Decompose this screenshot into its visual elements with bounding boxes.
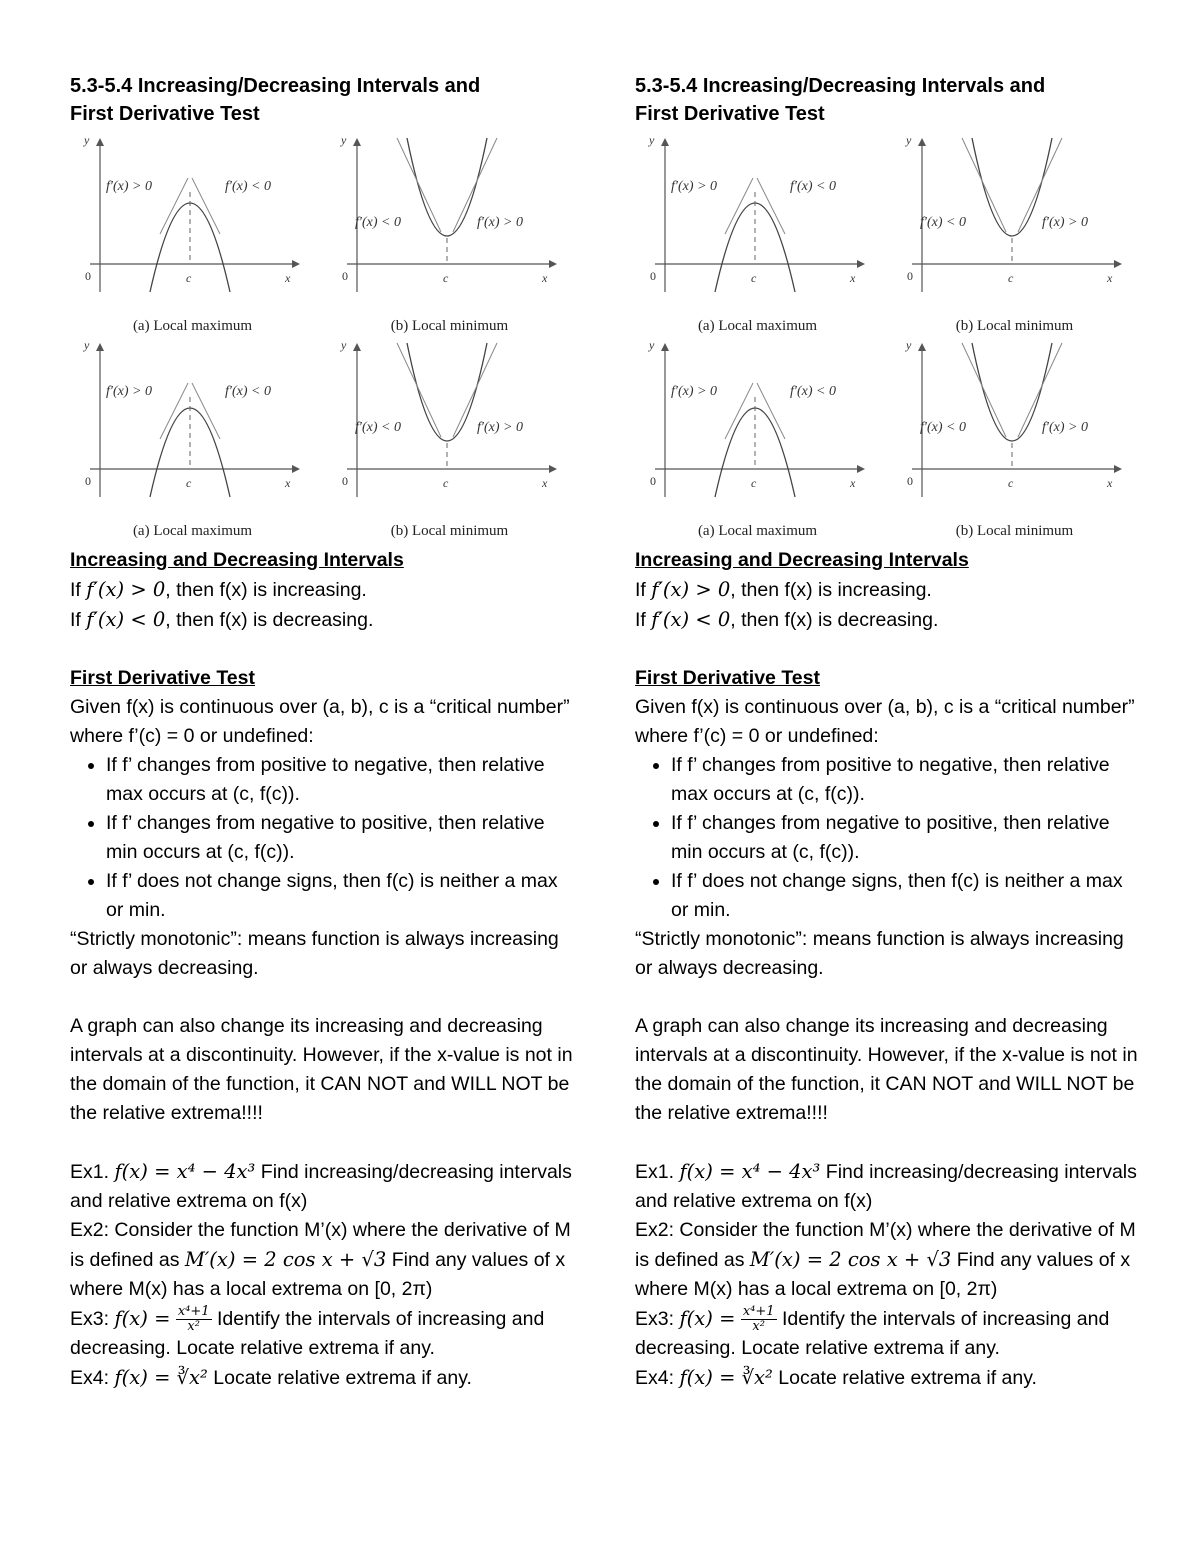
y-axis-arrow: [918, 343, 926, 351]
y-axis-label: y: [341, 339, 347, 352]
list-item: • If f’ does not change signs, then f(c) is neither a max or min.: [671, 867, 1140, 925]
list-item: • If f’ changes from negative to positive, then relative min occurs at (c, f(c)).: [671, 809, 1140, 867]
c-label: c: [1008, 476, 1014, 490]
derivative-positive-label: f′(x) > 0: [671, 384, 717, 399]
x-axis-label: x: [1107, 271, 1113, 285]
monotonic-definition: “Strictly monotonic”: means function is always increasing or always decreasing.: [635, 928, 1124, 979]
origin-label: 0: [650, 269, 656, 283]
y-axis-arrow: [96, 138, 104, 146]
y-axis-label: y: [906, 339, 912, 352]
example-1-math: f(x) = x⁴ − 4x³: [114, 1160, 256, 1183]
local-min-graph: [892, 339, 1137, 521]
example-3-fraction: $\frac{\text{x⁴+1}}{\text{x²}}$: [177, 1304, 210, 1335]
page-title-line-2: First Derivative Test: [70, 103, 260, 125]
inc-rule: If f′(x) > 0, then f(x) is increasing.: [70, 578, 367, 601]
tangent-left: [725, 178, 753, 234]
origin-label: 0: [85, 269, 91, 283]
tangent-left: [962, 343, 1006, 437]
fdt-bullet-list: [635, 751, 1140, 925]
page-title-line-1: 5.3-5.4 Increasing/Decreasing Intervals and: [70, 75, 481, 97]
y-axis-label: y: [84, 134, 90, 147]
derivative-negative-label: f′(x) < 0: [790, 179, 836, 194]
figure-local-minimum: [892, 134, 1137, 339]
figure-local-maximum: [70, 134, 315, 339]
y-axis-label: y: [341, 134, 347, 147]
inc-rule-math: f′(x) > 0: [86, 578, 166, 601]
derivative-positive-label: f′(x) > 0: [477, 215, 523, 230]
example-4-math: f(x) = ∛x²: [114, 1366, 208, 1390]
example-3-math: f(x) =: [114, 1307, 171, 1330]
figure-local-minimum: [892, 339, 1137, 544]
x-axis-arrow: [857, 260, 865, 268]
x-axis-arrow: [292, 465, 300, 473]
derivative-negative-label: f′(x) < 0: [225, 179, 271, 194]
section-heading-fdt: First Derivative Test: [70, 667, 255, 689]
c-label: c: [443, 271, 449, 285]
derivative-positive-label: f′(x) > 0: [477, 420, 523, 435]
y-axis-label: y: [649, 134, 655, 147]
figure-local-maximum: [635, 134, 880, 339]
example-2: Ex2: Consider the function M’(x) where the derivative of M is defined as M′(x) = 2 cos x + √3 Find any values of x where M(x) has a local extrema on [0, 2π): [70, 1219, 571, 1300]
derivative-positive-label: f′(x) > 0: [106, 179, 152, 194]
discontinuity-note: A graph can also change its increasing and decreasing intervals at a discontinuity. However, if the x-value is not in the domain of the function, it CAN NOT and WILL NOT be the relative extrema!!!!: [70, 1015, 573, 1124]
y-axis-label: y: [84, 339, 90, 352]
fdt-bullet-list: [70, 751, 575, 925]
tangent-left: [962, 138, 1006, 232]
figure-caption: (a) Local maximum: [697, 523, 818, 539]
fdt-intro: Given f(x) is continuous over (a, b), c is a “critical number” where f’(c) = 0 or undefined:: [70, 696, 570, 747]
derivative-negative-label: f′(x) < 0: [920, 420, 966, 435]
dec-rule-math: f′(x) < 0: [86, 608, 166, 631]
c-label: c: [751, 476, 757, 490]
derivative-negative-label: f′(x) < 0: [355, 420, 401, 435]
derivative-positive-label: f′(x) > 0: [1042, 215, 1088, 230]
y-axis-label: y: [906, 134, 912, 147]
x-axis-arrow: [1114, 465, 1122, 473]
example-4: Ex4: f(x) = ∛x² Locate relative extrema if any.: [70, 1366, 472, 1390]
derivative-positive-label: f′(x) > 0: [1042, 420, 1088, 435]
example-1: Ex1. f(x) = x⁴ − 4x³ Find increasing/decreasing intervals and relative extrema on f(x): [70, 1160, 572, 1212]
handout-column-left: [70, 72, 575, 1393]
y-axis-label: y: [649, 339, 655, 352]
x-axis-arrow: [549, 465, 557, 473]
x-axis-arrow: [292, 260, 300, 268]
example-2: Ex2: Consider the function M’(x) where the derivative of M is defined as M′(x) = 2 cos x + √3 Find any values of x where M(x) has a local extrema on [0, 2π): [635, 1219, 1136, 1300]
tangent-right: [757, 383, 785, 439]
x-axis-label: x: [542, 271, 548, 285]
x-axis-label: x: [850, 271, 856, 285]
tangent-left: [160, 178, 188, 234]
section-heading-fdt: First Derivative Test: [635, 667, 820, 689]
page-title-line-2: First Derivative Test: [635, 103, 825, 125]
list-item: • If f’ changes from positive to negative, then relative max occurs at (c, f(c)).: [671, 751, 1140, 809]
local-min-graph: [327, 134, 572, 316]
origin-label: 0: [907, 474, 913, 488]
dec-rule: If f′(x) < 0, then f(x) is decreasing.: [635, 608, 939, 631]
monotonic-definition: “Strictly monotonic”: means function is always increasing or always decreasing.: [70, 928, 559, 979]
local-max-graph: [70, 339, 315, 521]
c-label: c: [1008, 271, 1014, 285]
x-axis-label: x: [285, 271, 291, 285]
figure-caption: (b) Local minimum: [390, 523, 509, 539]
local-min-graph: [892, 134, 1137, 316]
example-4-math: f(x) = ∛x²: [679, 1366, 773, 1390]
x-axis-label: x: [1107, 476, 1113, 490]
figure-local-maximum: [635, 339, 880, 544]
page-title-line-1: 5.3-5.4 Increasing/Decreasing Intervals and: [635, 75, 1046, 97]
curve: [407, 343, 487, 441]
tangent-left: [725, 383, 753, 439]
local-min-graph: [327, 339, 572, 521]
derivative-positive-label: f′(x) > 0: [106, 384, 152, 399]
handout-column-right: [635, 72, 1140, 1393]
y-axis-arrow: [661, 138, 669, 146]
tangent-left: [397, 138, 441, 232]
discontinuity-note: A graph can also change its increasing and decreasing intervals at a discontinuity. However, if the x-value is not in the domain of the function, it CAN NOT and WILL NOT be the relative extrema!!!!: [635, 1015, 1138, 1124]
inc-rule: If f′(x) > 0, then f(x) is increasing.: [635, 578, 932, 601]
tangent-left: [160, 383, 188, 439]
figure-caption: (a) Local maximum: [697, 318, 818, 334]
curve: [407, 138, 487, 236]
example-3: Ex3: f(x) = $\frac{\text{x⁴+1}}{\text{x²}}$ Identify the intervals of increasing and decreasing. Locate relative extrema if any.: [635, 1304, 1110, 1360]
example-3: Ex3: f(x) = $\frac{\text{x⁴+1}}{\text{x²}}$ Identify the intervals of increasing and decreasing. Locate relative extrema if any.: [70, 1304, 545, 1360]
dec-rule: If f′(x) < 0, then f(x) is decreasing.: [70, 608, 374, 631]
example-2-math: M′(x) = 2 cos x + √3: [749, 1248, 952, 1271]
x-axis-arrow: [857, 465, 865, 473]
origin-label: 0: [342, 474, 348, 488]
figure-caption: (a) Local maximum: [132, 318, 253, 334]
x-axis-label: x: [850, 476, 856, 490]
y-axis-arrow: [661, 343, 669, 351]
notes-body: [70, 546, 575, 1393]
tangent-right: [192, 178, 220, 234]
tangent-right: [192, 383, 220, 439]
inc-rule-math: f′(x) > 0: [651, 578, 731, 601]
y-axis-arrow: [918, 138, 926, 146]
x-axis-label: x: [542, 476, 548, 490]
local-max-graph: [70, 134, 315, 316]
c-label: c: [186, 271, 192, 285]
c-label: c: [443, 476, 449, 490]
x-axis-arrow: [1114, 260, 1122, 268]
figure-grid: [635, 134, 1140, 544]
list-item: • If f’ does not change signs, then f(c) is neither a max or min.: [106, 867, 575, 925]
figure-caption: (b) Local minimum: [955, 318, 1074, 334]
curve: [972, 343, 1052, 441]
fdt-intro: Given f(x) is continuous over (a, b), c is a “critical number” where f’(c) = 0 or undefined:: [635, 696, 1135, 747]
example-4: Ex4: f(x) = ∛x² Locate relative extrema if any.: [635, 1366, 1037, 1390]
figure-local-maximum: [70, 339, 315, 544]
figure-caption: (b) Local minimum: [390, 318, 509, 334]
list-item: • If f’ changes from negative to positive, then relative min occurs at (c, f(c)).: [106, 809, 575, 867]
local-max-graph: [635, 339, 880, 521]
derivative-negative-label: f′(x) < 0: [790, 384, 836, 399]
y-axis-arrow: [353, 138, 361, 146]
figure-local-minimum: [327, 134, 572, 339]
c-label: c: [751, 271, 757, 285]
example-1: Ex1. f(x) = x⁴ − 4x³ Find increasing/decreasing intervals and relative extrema on f(x): [635, 1160, 1137, 1212]
derivative-positive-label: f′(x) > 0: [671, 179, 717, 194]
x-axis-arrow: [549, 260, 557, 268]
example-2-math: M′(x) = 2 cos x + √3: [184, 1248, 387, 1271]
tangent-left: [397, 343, 441, 437]
section-heading-inc-dec: Increasing and Decreasing Intervals: [635, 549, 969, 571]
tangent-right: [757, 178, 785, 234]
figure-grid: [70, 134, 575, 544]
x-axis-label: x: [285, 476, 291, 490]
y-axis-arrow: [96, 343, 104, 351]
example-1-math: f(x) = x⁴ − 4x³: [679, 1160, 821, 1183]
origin-label: 0: [85, 474, 91, 488]
figure-caption: (b) Local minimum: [955, 523, 1074, 539]
local-max-graph: [635, 134, 880, 316]
figure-local-minimum: [327, 339, 572, 544]
example-3-math: f(x) =: [679, 1307, 736, 1330]
list-item: • If f’ changes from positive to negative, then relative max occurs at (c, f(c)).: [106, 751, 575, 809]
derivative-negative-label: f′(x) < 0: [920, 215, 966, 230]
curve: [972, 138, 1052, 236]
origin-label: 0: [342, 269, 348, 283]
derivative-negative-label: f′(x) < 0: [355, 215, 401, 230]
y-axis-arrow: [353, 343, 361, 351]
origin-label: 0: [650, 474, 656, 488]
origin-label: 0: [907, 269, 913, 283]
figure-caption: (a) Local maximum: [132, 523, 253, 539]
example-3-fraction: $\frac{\text{x⁴+1}}{\text{x²}}$: [742, 1304, 775, 1335]
derivative-negative-label: f′(x) < 0: [225, 384, 271, 399]
dec-rule-math: f′(x) < 0: [651, 608, 731, 631]
notes-body: [635, 546, 1140, 1393]
section-heading-inc-dec: Increasing and Decreasing Intervals: [70, 549, 404, 571]
c-label: c: [186, 476, 192, 490]
